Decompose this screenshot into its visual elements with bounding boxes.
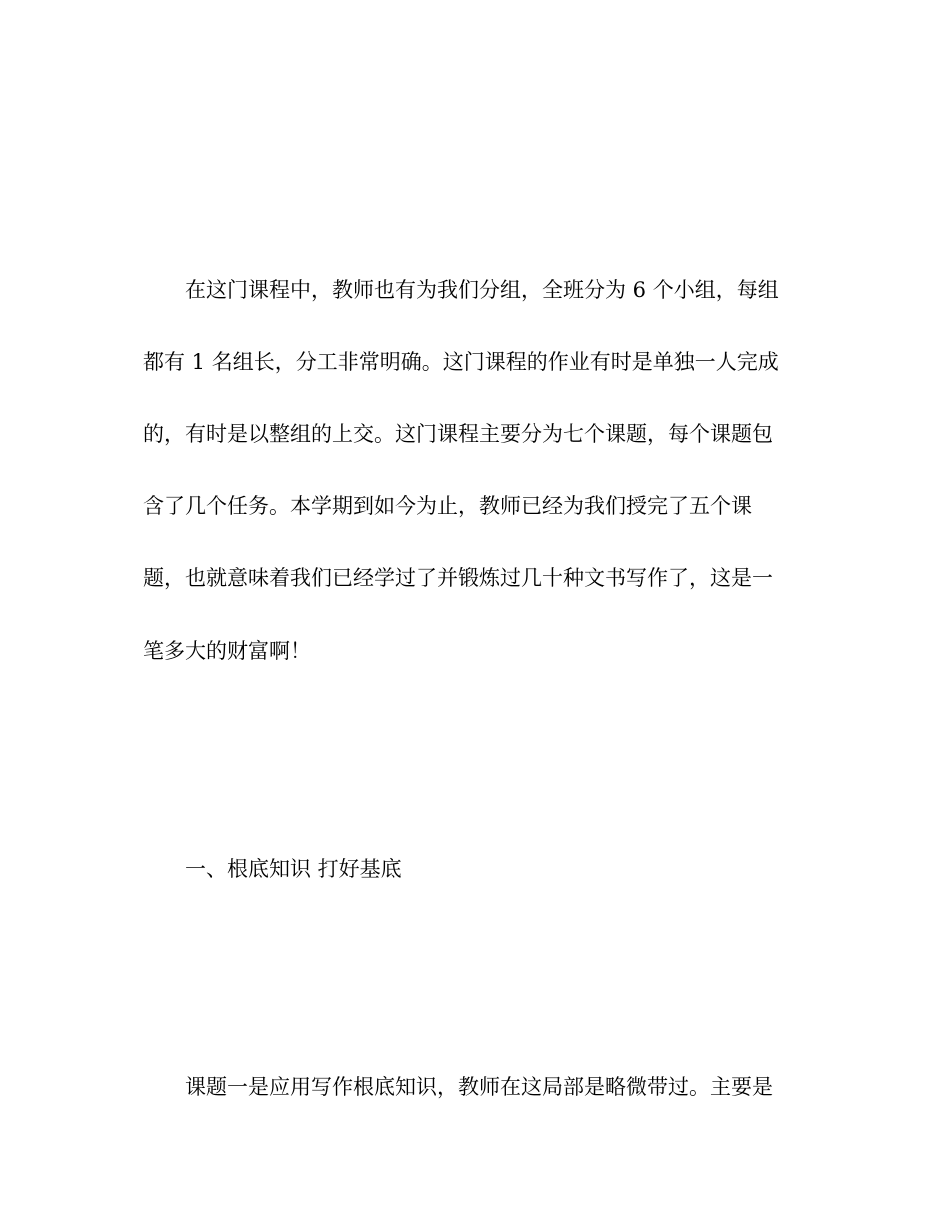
paragraph-1-line-3: 的，有时是以整组的上交。这门课程主要分为七个课题，每个课题包 — [143, 422, 773, 446]
paragraph-2-line-1: 课题一是应用写作根底知识，教师在这局部是略微带过。主要是 — [185, 1075, 773, 1099]
paragraph-1-line-4: 含了几个任务。本学期到如今为止，教师已经为我们授完了五个课 — [143, 494, 752, 518]
paragraph-1-line-1: 在这门课程中，教师也有为我们分组，全班分为 6 个小组，每组 — [185, 278, 779, 302]
paragraph-1-line-2: 都有 1 名组长，分工非常明确。这门课程的作业有时是单独一人完成 — [143, 350, 779, 374]
paragraph-1-line-5: 题，也就意味着我们已经学过了并锻炼过几十种文书写作了，这是一 — [143, 566, 773, 590]
section-heading-1: 一、根底知识 打好基底 — [185, 857, 402, 881]
paragraph-1-line-6: 笔多大的财富啊！ — [143, 639, 311, 663]
